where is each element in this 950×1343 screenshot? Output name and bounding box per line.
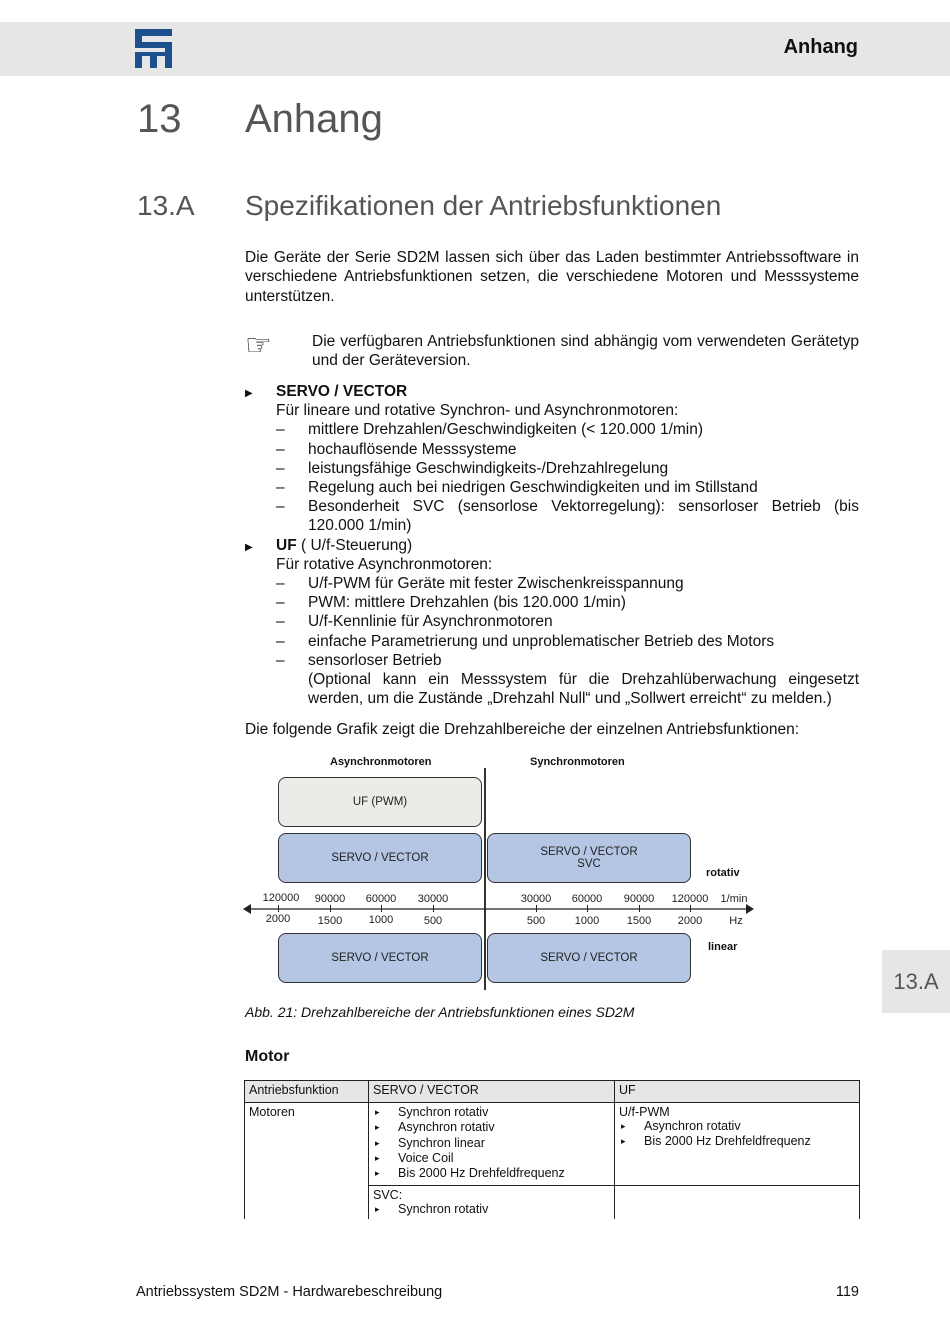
list-item: einfache Parametrierung und unproblematischer Betrieb des Motors <box>308 632 775 650</box>
tick-label: 90000 <box>623 893 655 905</box>
tick-label: 30000 <box>417 893 449 905</box>
section-title: Spezifikationen der Antriebsfunktionen <box>245 190 722 221</box>
uf-title-rest: ( U/f-Steuerung) <box>296 536 413 554</box>
tick-label: 120000 <box>262 892 300 904</box>
list-item: hochauflösende Messsysteme <box>308 440 517 458</box>
list-item: U/f-Kennlinie für Asynchronmotoren <box>308 613 553 631</box>
list-item: ▸ Asynchron rotativ <box>619 1119 855 1134</box>
intro-paragraph: Die Geräte der Serie SD2M lassen sich über das Laden bestimmter Antriebssoftware in verschiedene Antriebsfunktionen setzen, die verschiedene Motoren und Messsysteme unterstützen. <box>245 249 859 305</box>
tick-label: 1500 <box>626 915 652 927</box>
list-item: mittlere Drehzahlen/Geschwindigkeiten (< 120.000 1/min) <box>308 421 704 439</box>
tick-label: 90000 <box>314 893 346 905</box>
hz-unit: Hz <box>729 915 743 927</box>
table-header: UF <box>615 1081 860 1103</box>
list-item: ▸ Bis 2000 Hz Drehfeldfrequenz <box>373 1166 610 1181</box>
list-item: ▸ Synchron rotativ <box>373 1202 610 1217</box>
list-item: ▸ Voice Coil <box>373 1151 610 1166</box>
tick-label: 30000 <box>520 893 552 905</box>
note-text: Die verfügbaren Antriebsfunktionen sind abhängig vom verwendeten Gerätetyp und der Geräteversion. <box>312 333 859 370</box>
list-item: sensorloser Betrieb <box>308 651 442 669</box>
tick-label: 60000 <box>365 893 397 905</box>
uf-optional-note: (Optional kann ein Messsystem für die Drehzahlüberwachung eingesetzt werden, um die Zustände „Drehzahl Null“ und „Sollwert erreicht“ zu melden.) <box>308 671 859 708</box>
servo-async-rot-box: SERVO / VECTOR <box>278 833 482 883</box>
servo-section: ▶ SERVO / VECTOR Für lineare und rotative Synchron- und Asynchronmotoren: – mittlere Drehzahlen/Geschwindigkeiten (< 120.000 1/min) – hochauflösende Messsysteme – leistungsfähige Geschwindigkeits-/Drehzahlregelung – Regelung auch bei niedrigen Geschwindigkeiten und im Stillstand – Besonderheit SVC (sensorlose Vektorregelung): sensorloser Betrieb (bis 120.000 1/min) ▶ UF ( U/f-Steuerung) Für rotative Asynchronmotoren: – U/f-PWM für Geräte mit fester Zwischenkreisspannung – PWM: mittlere Drehzahlen (bis 120.000 1/min) – U/f-Kennlinie für Asynchronmotoren – einfache Parametrierung und unproblematischer Betrieb des Motors – sensorloser Betrieb (Optional kann ein Messsystem für die Drehzahlüberwachung eingesetzt werden, um die Zustände „Drehzahl Null“ und „Sollwert erreicht“ zu melden.) <box>245 383 859 708</box>
servo-sync-lin-box: SERVO / VECTOR <box>487 933 691 983</box>
bullet-icon: ▶ <box>245 541 253 553</box>
svc-cell <box>369 1186 615 1220</box>
linear-label: linear <box>708 941 738 953</box>
list-item: U/f-PWM für Geräte mit fester Zwischenkreisspannung <box>308 575 684 593</box>
uf-cell-title: U/f-PWM <box>619 1105 670 1119</box>
tick-label: 60000 <box>571 893 603 905</box>
list-item: PWM: mittlere Drehzahlen (bis 120.000 1/min) <box>308 594 626 612</box>
list-item: ▸ Synchron linear <box>373 1136 610 1151</box>
rpm-unit: 1/min <box>720 893 748 905</box>
rotativ-label: rotativ <box>706 867 740 879</box>
list-item: ▸ Synchron rotativ <box>373 1105 610 1120</box>
list-item: Regelung auch bei niedrigen Geschwindigkeiten und im Stillstand <box>308 479 758 497</box>
list-item: Besonderheit SVC (sensorlose Vektorregelung): sensorloser Betrieb (bis 120.000 1/min) <box>308 498 859 535</box>
uf-subtitle: Für rotative Asynchronmotoren: <box>276 555 493 573</box>
chapter-title: Anhang <box>245 97 383 141</box>
svc-cell-title: SVC: <box>373 1188 403 1202</box>
uf-pwm-box: UF (PWM) <box>278 777 482 827</box>
table-header: SERVO / VECTOR <box>369 1081 615 1103</box>
sync-label: Synchronmotoren <box>530 756 625 768</box>
servo-async-lin-box: SERVO / VECTOR <box>278 933 482 983</box>
table-cell <box>615 1186 860 1220</box>
servo-cell <box>369 1103 615 1186</box>
tick-label: 1000 <box>368 914 394 926</box>
servo-svc-box: SERVO / VECTOR SVC <box>487 833 691 883</box>
page-number: 119 <box>835 1284 859 1300</box>
async-label: Asynchronmotoren <box>330 756 432 768</box>
list-item: leistungsfähige Geschwindigkeits-/Drehzahlregelung <box>308 459 669 477</box>
motor-heading: Motor <box>245 1048 290 1065</box>
table-cell: Motoren <box>245 1103 369 1220</box>
tick-label: 2000 <box>265 913 291 925</box>
graphic-intro: Die folgende Grafik zeigt die Drehzahlbereiche der einzelnen Antriebsfunktionen: <box>245 721 800 738</box>
uf-title: UF <box>276 536 297 554</box>
servo-subtitle: Für lineare und rotative Synchron- und Asynchronmotoren: <box>276 402 679 420</box>
table-row <box>245 1103 860 1186</box>
section-number: 13.A <box>137 190 195 221</box>
side-tab: 13.A <box>882 950 950 1013</box>
tick-label: 500 <box>423 915 443 927</box>
pointing-hand-icon: ☞ <box>245 329 272 362</box>
list-item: ▸ Asynchron rotativ <box>373 1120 610 1135</box>
list-item: ▸ Bis 2000 Hz Drehfeldfrequenz <box>619 1134 855 1149</box>
sm-logo <box>135 29 173 69</box>
footer-title: Antriebssystem SD2M - Hardwarebeschreibung <box>136 1284 443 1300</box>
figure-caption: Abb. 21: Drehzahlbereiche der Antriebsfunktionen eines SD2M <box>245 1004 635 1020</box>
tick-label: 1500 <box>317 915 343 927</box>
chapter-number: 13 <box>137 97 182 141</box>
divider-line <box>484 768 486 990</box>
motor-table <box>244 1080 860 1219</box>
servo-title: SERVO / VECTOR <box>276 383 408 400</box>
table-header: Antriebsfunktion <box>245 1081 369 1103</box>
tick-label: 500 <box>526 915 546 927</box>
header-title: Anhang <box>783 36 858 58</box>
tick-label: 2000 <box>677 915 703 927</box>
tick-label: 1000 <box>574 915 600 927</box>
bullet-icon: ▶ <box>245 388 253 399</box>
tick-label: 120000 <box>671 893 709 905</box>
uf-cell <box>615 1103 860 1186</box>
